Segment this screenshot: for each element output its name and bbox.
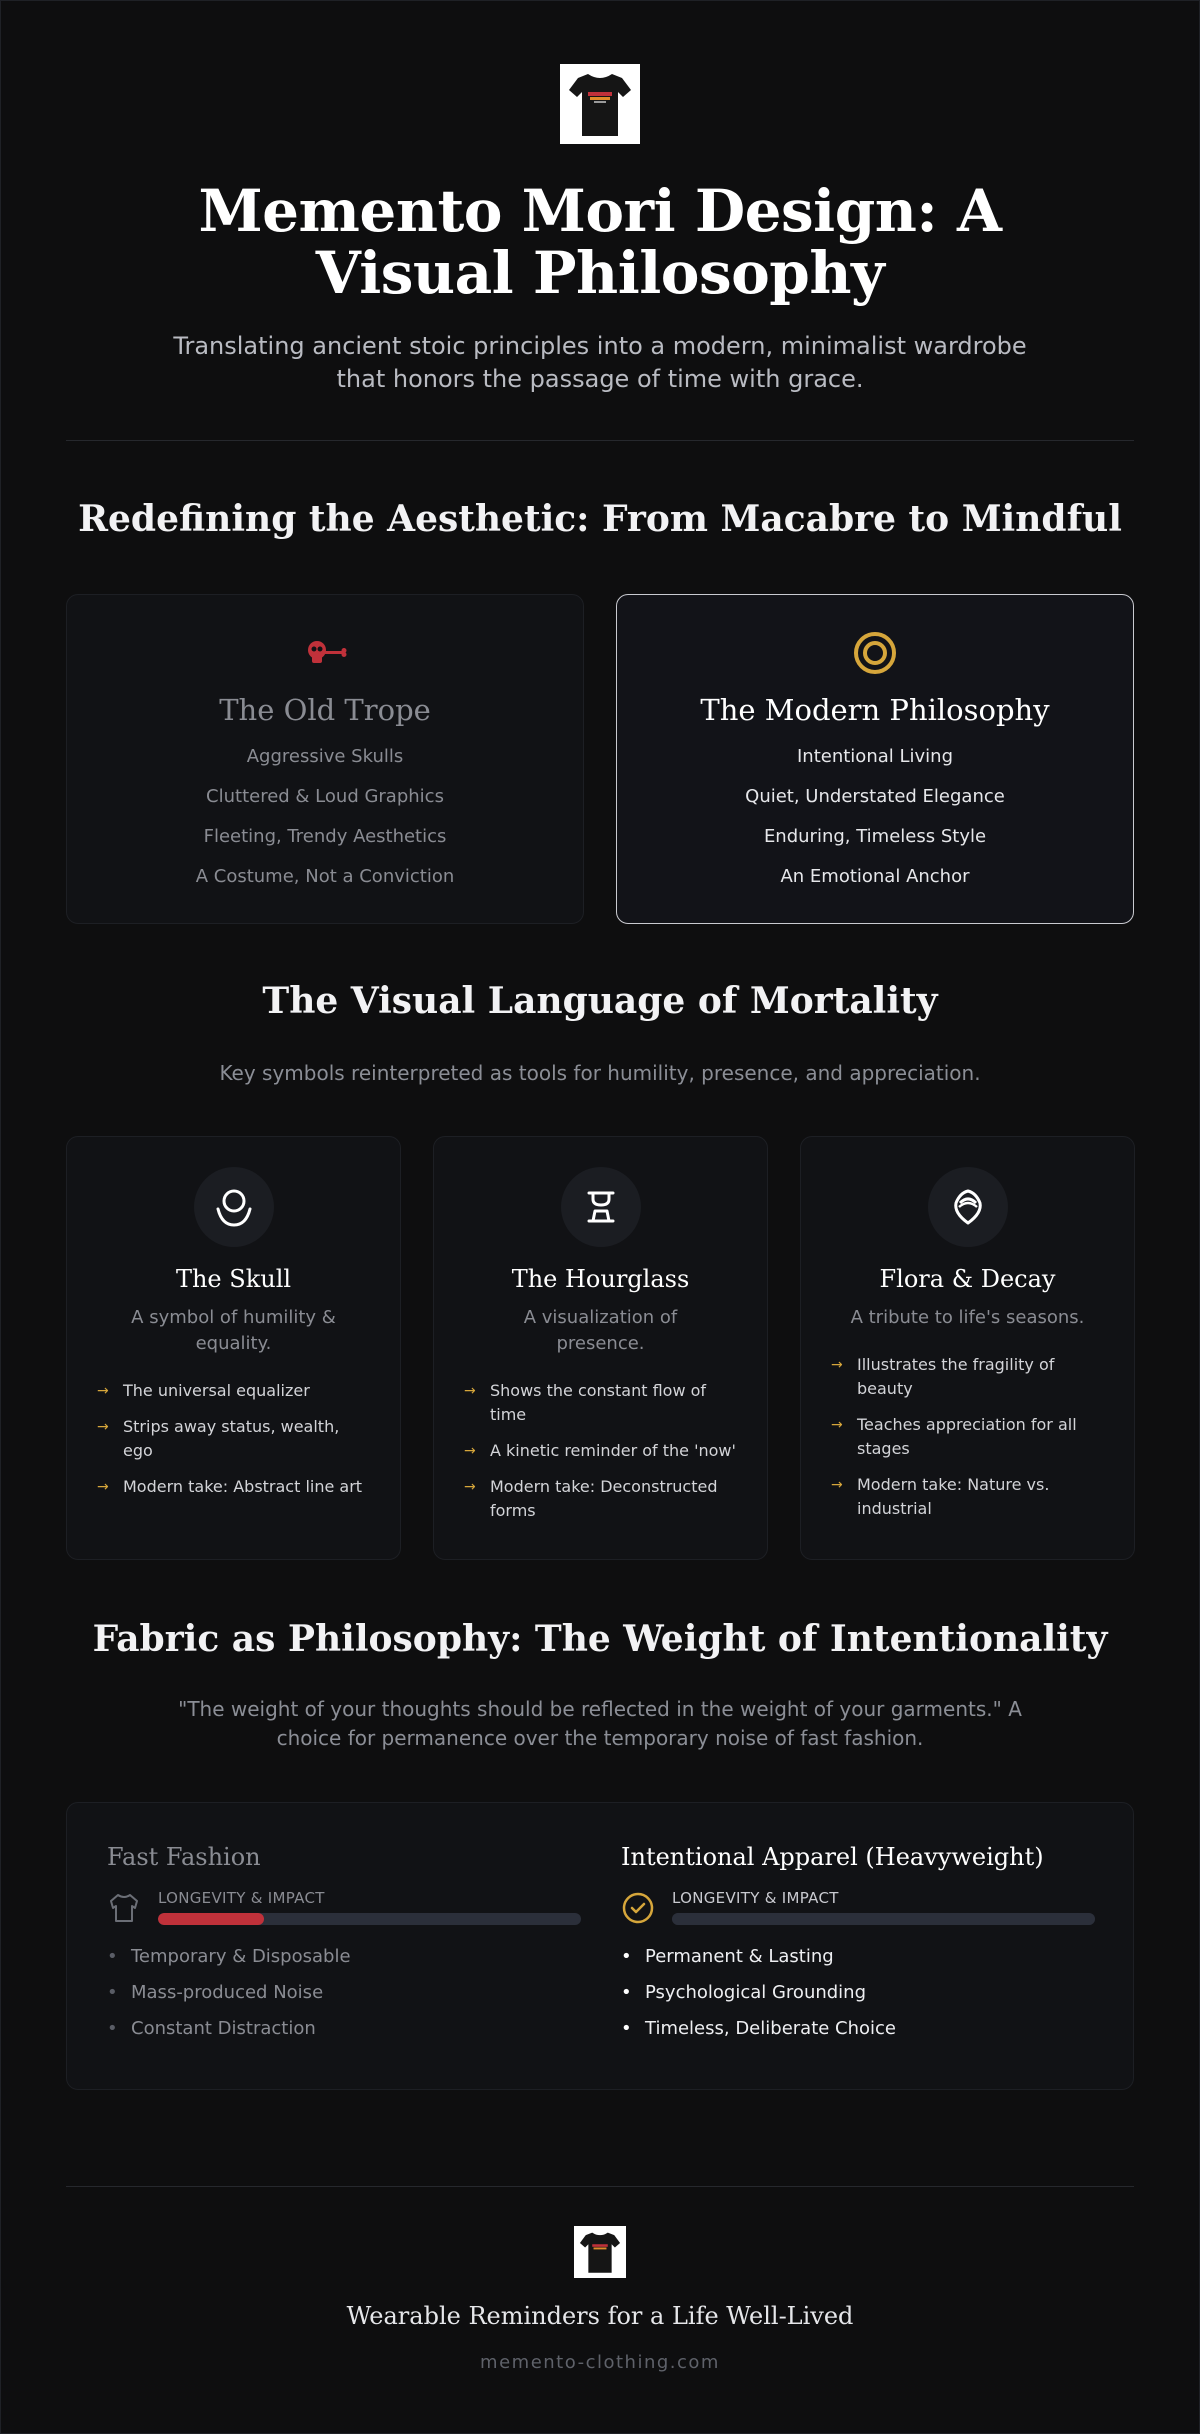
list-item: A Costume, Not a Conviction: [195, 866, 455, 887]
symbols-section-title: The Visual Language of Mortality: [262, 980, 938, 1022]
hourglass-card-subtitle: A visualization of presence.: [523, 1307, 678, 1354]
list-item: • Psychological Grounding: [621, 1981, 1095, 2005]
list-item: Enduring, Timeless Style: [763, 826, 987, 847]
check-circle-icon: [621, 1891, 655, 1925]
flora-decay-card-points: [831, 1353, 1104, 1521]
concentric-circle-icon: [852, 630, 898, 676]
old-trope-list: [67, 745, 583, 889]
shirt-outline-icon: [107, 1891, 141, 1925]
skull-card-subtitle: A symbol of humility & equality.: [131, 1307, 336, 1354]
list-item: Aggressive Skulls: [246, 746, 404, 767]
fabric-quote: "The weight of your thoughts should be reflected in the weight of your garments." A choice for permanence over the temporary noise of fast fashion.: [178, 1697, 1022, 1750]
page-title: Memento Mori Design: A Visual Philosophy: [198, 177, 1002, 307]
list-item: Quiet, Understated Elegance: [745, 786, 1005, 807]
symbols-section-subtitle: Key symbols reinterpreted as tools for humility, presence, and appreciation.: [219, 1061, 981, 1085]
hourglass-card-title: The Hourglass: [511, 1265, 690, 1293]
page-footer: [0, 2226, 1200, 2373]
page-header: [0, 64, 1200, 396]
list-item: • Temporary & Disposable: [107, 1945, 581, 1969]
longevity-meter: [621, 1889, 1095, 1929]
brand-logo[interactable]: [560, 64, 640, 144]
meter-label: LONGEVITY & IMPACT: [672, 1889, 839, 1907]
divider: [66, 2186, 1134, 2187]
intentional-apparel-list: [621, 1945, 1095, 2041]
hourglass-card-points: [464, 1379, 737, 1523]
meter-track: [672, 1913, 1095, 1925]
footer-tagline: Wearable Reminders for a Life Well-Lived: [346, 2302, 854, 2330]
skull-card-points: [97, 1379, 370, 1499]
old-trope-card: [66, 594, 584, 924]
skull-line-icon: [212, 1185, 256, 1229]
list-item: • Timeless, Deliberate Choice: [621, 2017, 1095, 2041]
intentional-apparel-column: [621, 1843, 1095, 2053]
flora-decay-card-title: Flora & Decay: [879, 1265, 1056, 1293]
fabric-section-title: Fabric as Philosophy: The Weight of Intentionality: [92, 1618, 1108, 1660]
t-shirt-logo-icon: [579, 2230, 621, 2274]
hourglass-icon: [581, 1187, 621, 1227]
meter-fill: [672, 1913, 1095, 1925]
list-item: • Constant Distraction: [107, 2017, 581, 2041]
modern-philosophy-list: [617, 745, 1133, 889]
list-item: → A kinetic reminder of the 'now': [464, 1439, 737, 1463]
list-item: An Emotional Anchor: [780, 866, 970, 887]
skull-card: [66, 1136, 401, 1560]
arrow-right-icon: →: [831, 1417, 843, 1433]
arrow-right-icon: →: [464, 1383, 476, 1399]
list-item: → Modern take: Nature vs. industrial: [831, 1475, 1050, 1518]
arrow-right-icon: →: [97, 1479, 109, 1495]
footer-logo[interactable]: [574, 2226, 626, 2278]
arrow-right-icon: →: [97, 1419, 109, 1435]
flora-decay-card: [800, 1136, 1135, 1560]
list-item: → Illustrates the fragility of beauty: [831, 1355, 1055, 1398]
list-item: • Mass-produced Noise: [107, 1981, 581, 2005]
aesthetic-section-title: Redefining the Aesthetic: From Macabre to Mindful: [78, 498, 1122, 540]
meter-fill: [158, 1913, 264, 1925]
arrow-right-icon: →: [464, 1443, 476, 1459]
fast-fashion-title: Fast Fashion: [107, 1843, 261, 1871]
page-subtitle: Translating ancient stoic principles into a modern, minimalist wardrobe that honors the passage of time with grace.: [173, 332, 1027, 393]
list-item: → Shows the constant flow of time: [464, 1381, 707, 1424]
longevity-meter: [107, 1889, 581, 1929]
list-item: → Strips away status, wealth, ego: [97, 1417, 340, 1460]
list-item: → Modern take: Deconstructed forms: [464, 1477, 718, 1520]
arrow-right-icon: →: [464, 1479, 476, 1495]
t-shirt-logo-icon: [568, 70, 632, 138]
hourglass-card: [433, 1136, 768, 1560]
list-item: Intentional Living: [796, 746, 953, 767]
modern-philosophy-title: The Modern Philosophy: [700, 693, 1050, 727]
arrow-right-icon: →: [97, 1383, 109, 1399]
modern-philosophy-card: [616, 594, 1134, 924]
list-item: → The universal equalizer: [97, 1379, 370, 1403]
skull-and-bone-icon: [302, 638, 348, 668]
flora-decay-card-subtitle: A tribute to life's seasons.: [850, 1307, 1085, 1328]
arrow-right-icon: →: [831, 1357, 843, 1373]
list-item: • Permanent & Lasting: [621, 1945, 1095, 1969]
meter-label: LONGEVITY & IMPACT: [158, 1889, 325, 1907]
footer-site-link[interactable]: memento-clothing.com: [480, 2352, 720, 2373]
fast-fashion-list: [107, 1945, 581, 2041]
old-trope-title: The Old Trope: [219, 693, 431, 727]
fast-fashion-column: [107, 1843, 581, 2053]
list-item: → Modern take: Abstract line art: [97, 1475, 370, 1499]
list-item: Cluttered & Loud Graphics: [206, 786, 444, 807]
arrow-right-icon: →: [831, 1477, 843, 1493]
intentional-apparel-title: Intentional Apparel (Heavyweight): [621, 1843, 1044, 1871]
meter-track: [158, 1913, 581, 1925]
fabric-comparison-card: [66, 1802, 1134, 2090]
skull-card-title: The Skull: [175, 1265, 292, 1293]
divider: [66, 440, 1134, 441]
flower-bud-icon: [948, 1187, 988, 1227]
list-item: → Teaches appreciation for all stages: [831, 1415, 1077, 1458]
list-item: Fleeting, Trendy Aesthetics: [203, 826, 447, 847]
